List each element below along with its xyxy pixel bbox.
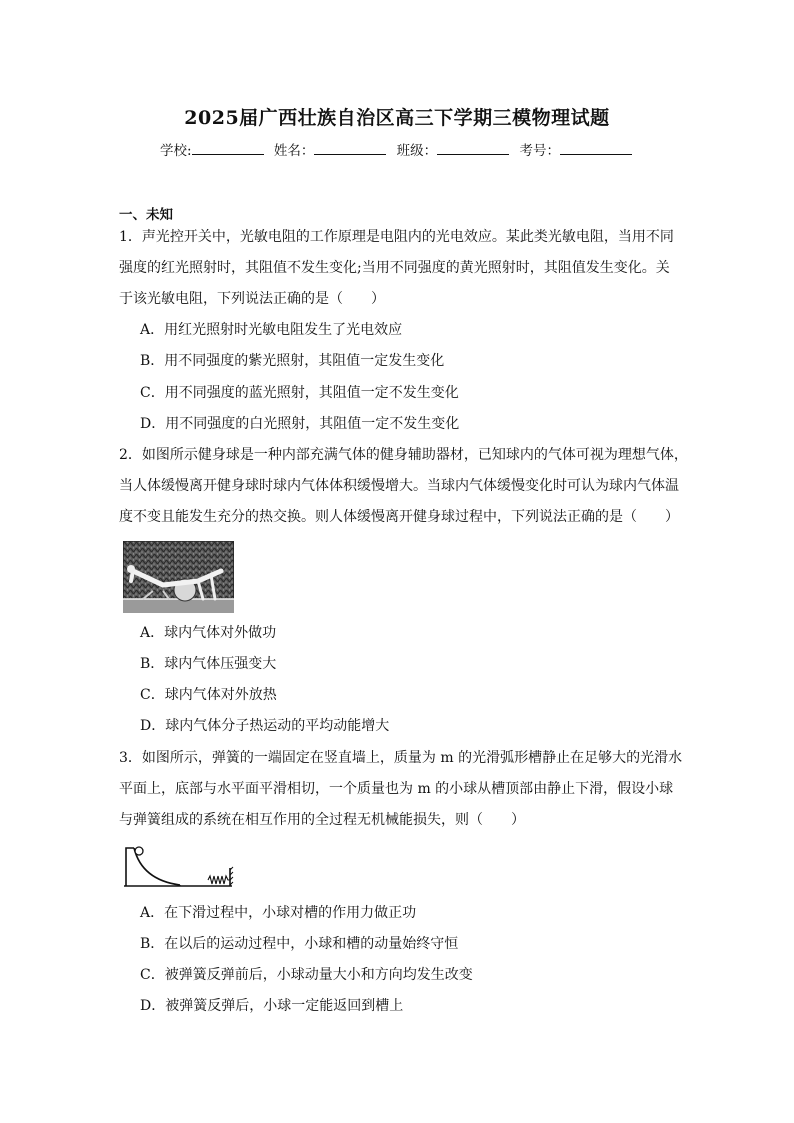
question-1-option-b: B．用不同强度的紫光照射，其阻值一定发生变化: [140, 353, 445, 369]
question-line: 2．如图所示健身球是一种内部充满气体的健身辅助器材，已知球内的气体可视为理想气体，: [119, 447, 688, 463]
question-line: 度不变且能发生充分的热交换。则人体缓慢离开健身球过程中，下列说法正确的是（ ）: [119, 509, 679, 525]
page-title: 2025届广西壮族自治区高三下学期三模物理试题: [184, 107, 610, 129]
question-2-option-b: B．球内气体压强变大: [140, 656, 277, 672]
fitness-ball-photo: [123, 541, 234, 613]
school-blank[interactable]: [192, 140, 264, 155]
exam-number-label: 考号：: [519, 143, 560, 159]
class-label: 班级：: [396, 143, 438, 159]
school-label: 学校:: [160, 143, 192, 159]
question-line: 当人体缓慢离开健身球时球内气体体积缓慢增大。当球内气体缓慢变化时可认为球内气体温: [119, 478, 679, 494]
question-2-option-d: D．球内气体分子热运动的平均动能增大: [140, 718, 390, 734]
exam-number-blank[interactable]: [560, 140, 632, 155]
question-1-option-c: C．用不同强度的蓝光照射，其阻值一定不发生变化: [140, 385, 459, 401]
question-1-option-a: A．用红光照射时光敏电阻发生了光电效应: [140, 322, 403, 338]
question-2-stem: [119, 440, 689, 533]
question-line: 3．如图所示，弹簧的一端固定在竖直墙上，质量为 m 的光滑弧形槽静止在足够大的光滑水: [119, 750, 683, 766]
question-line: 1．声光控开关中，光敏电阻的工作原理是电阻内的光电效应。某此类光敏电阻，当用不同: [119, 229, 674, 245]
question-line: 于该光敏电阻，下列说法正确的是（ ）: [119, 291, 385, 307]
question-3-stem: [119, 743, 689, 836]
section-heading: 一、未知: [119, 207, 173, 223]
question-3-option-c: C．被弹簧反弹前后，小球动量大小和方向均发生改变: [140, 967, 473, 983]
question-2-option-a: A．球内气体对外做功: [140, 625, 277, 641]
student-info-line: [0, 139, 794, 159]
question-line: 强度的红光照射时，其阻值不发生变化;当用不同强度的黄光照射时，其阻值发生变化。关: [119, 260, 670, 276]
name-blank[interactable]: [314, 140, 386, 155]
question-2-option-c: C．球内气体对外放热: [140, 687, 277, 703]
question-line: 与弹簧组成的系统在相互作用的全过程无机械能损失，则（ ）: [119, 812, 525, 828]
question-line: 平面上，底部与水平面平滑相切，一个质量也为 m 的小球从槽顶部由静止下滑，假设小球: [119, 781, 674, 797]
class-blank[interactable]: [437, 140, 509, 155]
question-3-option-d: D．被弹簧反弹后，小球一定能返回到槽上: [140, 998, 404, 1014]
question-1-option-d: D．用不同强度的白光照射，其阻值一定不发生变化: [140, 416, 460, 432]
spring-groove-diagram: [122, 840, 234, 892]
question-1-stem: [119, 222, 689, 315]
name-label: 姓名：: [273, 143, 315, 159]
question-3-option-b: B．在以后的运动过程中，小球和槽的动量始终守恒: [140, 936, 459, 952]
question-3-option-a: A．在下滑过程中，小球对槽的作用力做正功: [140, 905, 417, 921]
